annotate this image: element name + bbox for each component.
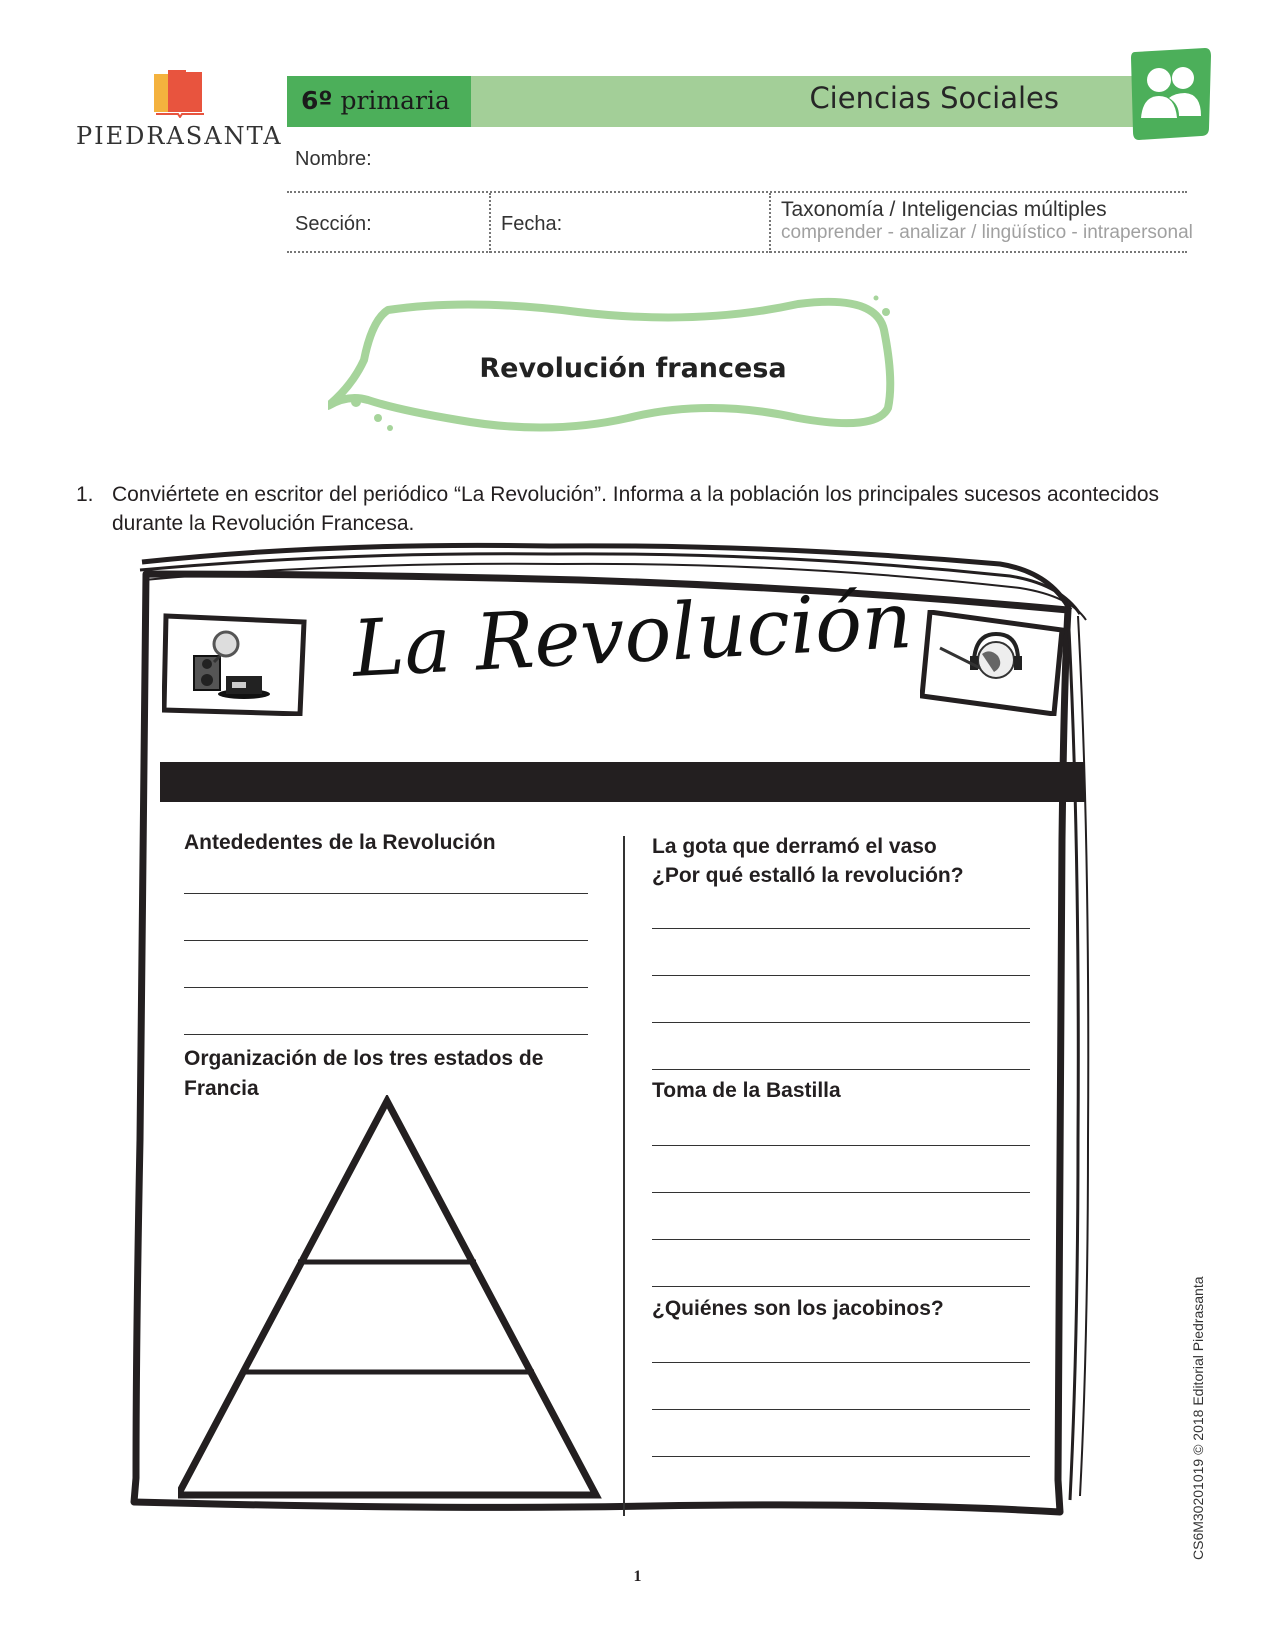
- answer-line[interactable]: [652, 1069, 1030, 1070]
- people-icon: [1129, 48, 1211, 140]
- answer-line[interactable]: [184, 940, 588, 941]
- date-label: Fecha:: [501, 213, 563, 235]
- book-logo-icon: [154, 70, 206, 118]
- section-gota-question: ¿Por qué estalló la revolución?: [652, 864, 964, 887]
- name-label: Nombre:: [295, 148, 372, 170]
- subject-title: Ciencias Sociales: [809, 81, 1059, 115]
- copyright-notice: CS6M3020101​9 © 2018 Editorial Piedrasanta: [1190, 1276, 1206, 1560]
- grade-level: primaria: [340, 86, 450, 115]
- publisher-name: PIEDRASANTA: [76, 122, 283, 150]
- section-organizacion-title: Organización de los tres estados de Francia: [184, 1047, 544, 1100]
- section-bastilla-title: Toma de la Bastilla: [652, 1079, 841, 1102]
- answer-line[interactable]: [652, 1022, 1030, 1023]
- newspaper-masthead: La Revolución: [350, 575, 915, 695]
- page-title: Revolución francesa: [479, 353, 787, 384]
- answer-line[interactable]: [652, 1239, 1030, 1240]
- taxonomy-title: Taxonomía / Inteligencias múltiples: [781, 198, 1107, 221]
- right-photo-frame: [920, 610, 1066, 716]
- answer-line[interactable]: [652, 928, 1030, 929]
- instruction-text: Conviértete en escritor del periódico “La Revolución”. Informa a la población los principales sucesos acontecidos durante la Revolución Francesa.: [112, 483, 1160, 535]
- section-jacobinos-title: ¿Quiénes son los jacobinos?: [652, 1297, 944, 1320]
- taxonomy-subtitle: comprender - analizar / lingüístico - intrapersonal: [781, 222, 1193, 243]
- grade-number: 6º: [301, 86, 333, 115]
- section-field[interactable]: [287, 193, 491, 253]
- answer-line[interactable]: [652, 1192, 1030, 1193]
- page-number: 1: [633, 1568, 642, 1585]
- answer-line[interactable]: [652, 1145, 1030, 1146]
- grade-label: [287, 76, 471, 127]
- masthead-band: [160, 762, 1085, 802]
- answer-line[interactable]: [652, 1362, 1030, 1363]
- answer-line[interactable]: [652, 975, 1030, 976]
- name-row: [287, 148, 1187, 193]
- three-estates-pyramid[interactable]: [178, 1095, 608, 1515]
- section-antecedentes-title: Antededentes de la Revolución: [184, 831, 496, 854]
- section-label: Sección:: [295, 213, 372, 235]
- taxonomy-cell: [771, 193, 1193, 253]
- answer-line[interactable]: [652, 1286, 1030, 1287]
- answer-line[interactable]: [184, 1034, 588, 1035]
- publisher-logo: [76, 70, 283, 155]
- instruction-number: 1.: [76, 483, 94, 506]
- instruction: [76, 480, 1196, 538]
- answer-line[interactable]: [184, 893, 588, 894]
- date-field[interactable]: [491, 193, 771, 253]
- answer-line[interactable]: [652, 1456, 1030, 1457]
- answer-line[interactable]: [184, 987, 588, 988]
- section-gota-title: La gota que derramó el vaso: [652, 835, 937, 858]
- section-date-row: [287, 193, 1193, 253]
- grade-subject-bar: [287, 76, 1137, 127]
- answer-line[interactable]: [652, 1409, 1030, 1410]
- column-divider: [623, 836, 625, 1516]
- left-photo-frame: [162, 612, 308, 716]
